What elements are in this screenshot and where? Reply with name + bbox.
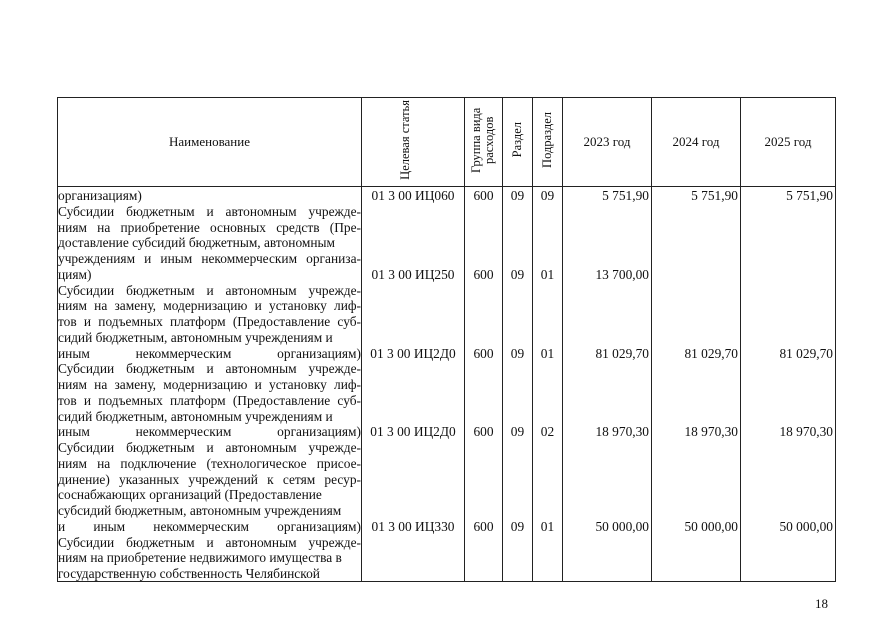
name-text-line: Субсидии бюджетным и автономным учрежде- (58, 440, 361, 455)
group-cell (465, 187, 502, 581)
amount-2024: 81 029,70 (684, 345, 738, 361)
name-text-line: Субсидии бюджетным и автономным учрежде- (58, 203, 361, 219)
group-code: 600 (473, 266, 494, 282)
group-code: 600 (473, 188, 494, 203)
group-code: 600 (473, 518, 494, 534)
target-code: 01 3 00 ИЦ2Д0 (370, 424, 456, 440)
target-column (362, 187, 465, 582)
name-text-line: ниям на замену, модернизацию и установку лиф- (58, 377, 361, 392)
header-2023: 2023 год (563, 98, 652, 187)
subsection-code: 02 (540, 424, 555, 440)
header-name: Наименование (58, 98, 362, 187)
target-code: 01 3 00 ИЦ2Д0 (370, 345, 456, 361)
name-text-line: иным некоммерческим организациям) (58, 424, 361, 440)
name-text-line: Субсидии бюджетным и автономным учрежде- (58, 282, 361, 298)
section-code: 09 (510, 345, 525, 361)
section-code: 09 (510, 266, 525, 282)
amount-2024: 18 970,30 (684, 424, 738, 440)
target-code: 01 3 00 ИЦ060 (371, 188, 455, 203)
group-code: 600 (473, 345, 494, 361)
header-target (362, 98, 465, 187)
header-group (465, 98, 503, 187)
header-group-label: Группа вида расходов (468, 107, 496, 173)
amount-2024-column (652, 187, 741, 582)
table-body-row (58, 187, 836, 582)
amount-2025: 81 029,70 (779, 345, 833, 361)
group-code: 600 (473, 424, 494, 440)
subsection-code: 09 (540, 188, 555, 203)
subsection-column (533, 187, 563, 582)
subsection-cell (533, 187, 562, 581)
amount-2024: 5 751,90 (691, 188, 738, 203)
section-cell (503, 187, 532, 581)
name-text-line: сидий бюджетным, автономным учреждениям и (58, 408, 333, 424)
name-text-line: циям) (58, 266, 92, 282)
table-header-row (58, 98, 836, 187)
target-code: 01 3 00 ИЦ250 (371, 266, 455, 282)
subsection-code: 01 (540, 345, 555, 361)
amount-2025: 5 751,90 (786, 188, 833, 203)
amount-2025: 18 970,30 (779, 424, 833, 440)
amount-2023: 50 000,00 (595, 518, 649, 534)
target-code: 01 3 00 ИЦ330 (371, 518, 455, 534)
name-text-line: Субсидии бюджетным и автономным учрежде- (58, 361, 361, 377)
name-text-line: доставление субсидий бюджетным, автономным (58, 235, 336, 251)
amount-2023-column (563, 187, 652, 582)
subsection-code: 01 (540, 266, 555, 282)
name-text-line: и иным некоммерческим организациям) (58, 518, 361, 534)
subsection-code: 01 (540, 518, 555, 534)
header-subsection (533, 98, 563, 187)
name-text-line: ниям на приобретение недвижимого имущества в (58, 550, 342, 566)
name-column (58, 187, 362, 582)
budget-table (57, 97, 836, 582)
name-text-line: соснабжающих организаций (Предоставление (58, 487, 322, 503)
name-text-line: ниям на подключение (технологическое присое- (58, 455, 361, 471)
amount-2023: 5 751,90 (602, 188, 649, 203)
target-cell (362, 187, 464, 581)
amount-2024-cell (652, 187, 740, 581)
section-column (503, 187, 533, 582)
name-text-line: организациям) (58, 188, 142, 203)
header-2024: 2024 год (652, 98, 741, 187)
section-code: 09 (510, 424, 525, 440)
name-text-line: сидий бюджетным, автономным учреждениям и (58, 329, 333, 345)
header-target-label: Целевая статья (398, 100, 412, 180)
name-text-line: Субсидии бюджетным и автономным учрежде- (58, 534, 361, 550)
name-text-line: ниям на замену, модернизацию и установку лиф- (58, 298, 361, 314)
header-section-label: Раздел (510, 122, 524, 158)
amount-2023-cell (563, 187, 651, 581)
name-text-line: субсидий бюджетным, автономным учреждениям (58, 503, 342, 518)
group-column (465, 187, 503, 582)
amount-2025-cell (741, 187, 835, 581)
name-text-line: учреждениям и иным некоммерческим организа- (58, 251, 361, 266)
header-2025: 2025 год (741, 98, 836, 187)
amount-2023: 81 029,70 (595, 345, 649, 361)
name-text-line: государственную собственность Челябинской (58, 566, 320, 581)
name-text-line: ниям на приобретение основных средств (Пре- (58, 219, 361, 235)
name-cell (58, 187, 361, 581)
page-number: 18 (815, 596, 828, 611)
section-code: 09 (510, 518, 525, 534)
header-section (503, 98, 533, 187)
amount-2023: 18 970,30 (595, 424, 649, 440)
amount-2023: 13 700,00 (595, 266, 649, 282)
amount-2024: 50 000,00 (684, 518, 738, 534)
header-subsection-label: Подраздел (540, 112, 554, 168)
amount-2025-column (741, 187, 836, 582)
name-text-line: тов и подъемных платформ (Предоставление суб- (58, 314, 361, 329)
name-text-line: иным некоммерческим организациям) (58, 345, 361, 361)
name-text-line: тов и подъемных платформ (Предоставление суб- (58, 392, 361, 408)
name-text-line: динение) указанных учреждений к сетям ресур- (58, 471, 361, 487)
section-code: 09 (510, 188, 525, 203)
amount-2025: 50 000,00 (779, 518, 833, 534)
